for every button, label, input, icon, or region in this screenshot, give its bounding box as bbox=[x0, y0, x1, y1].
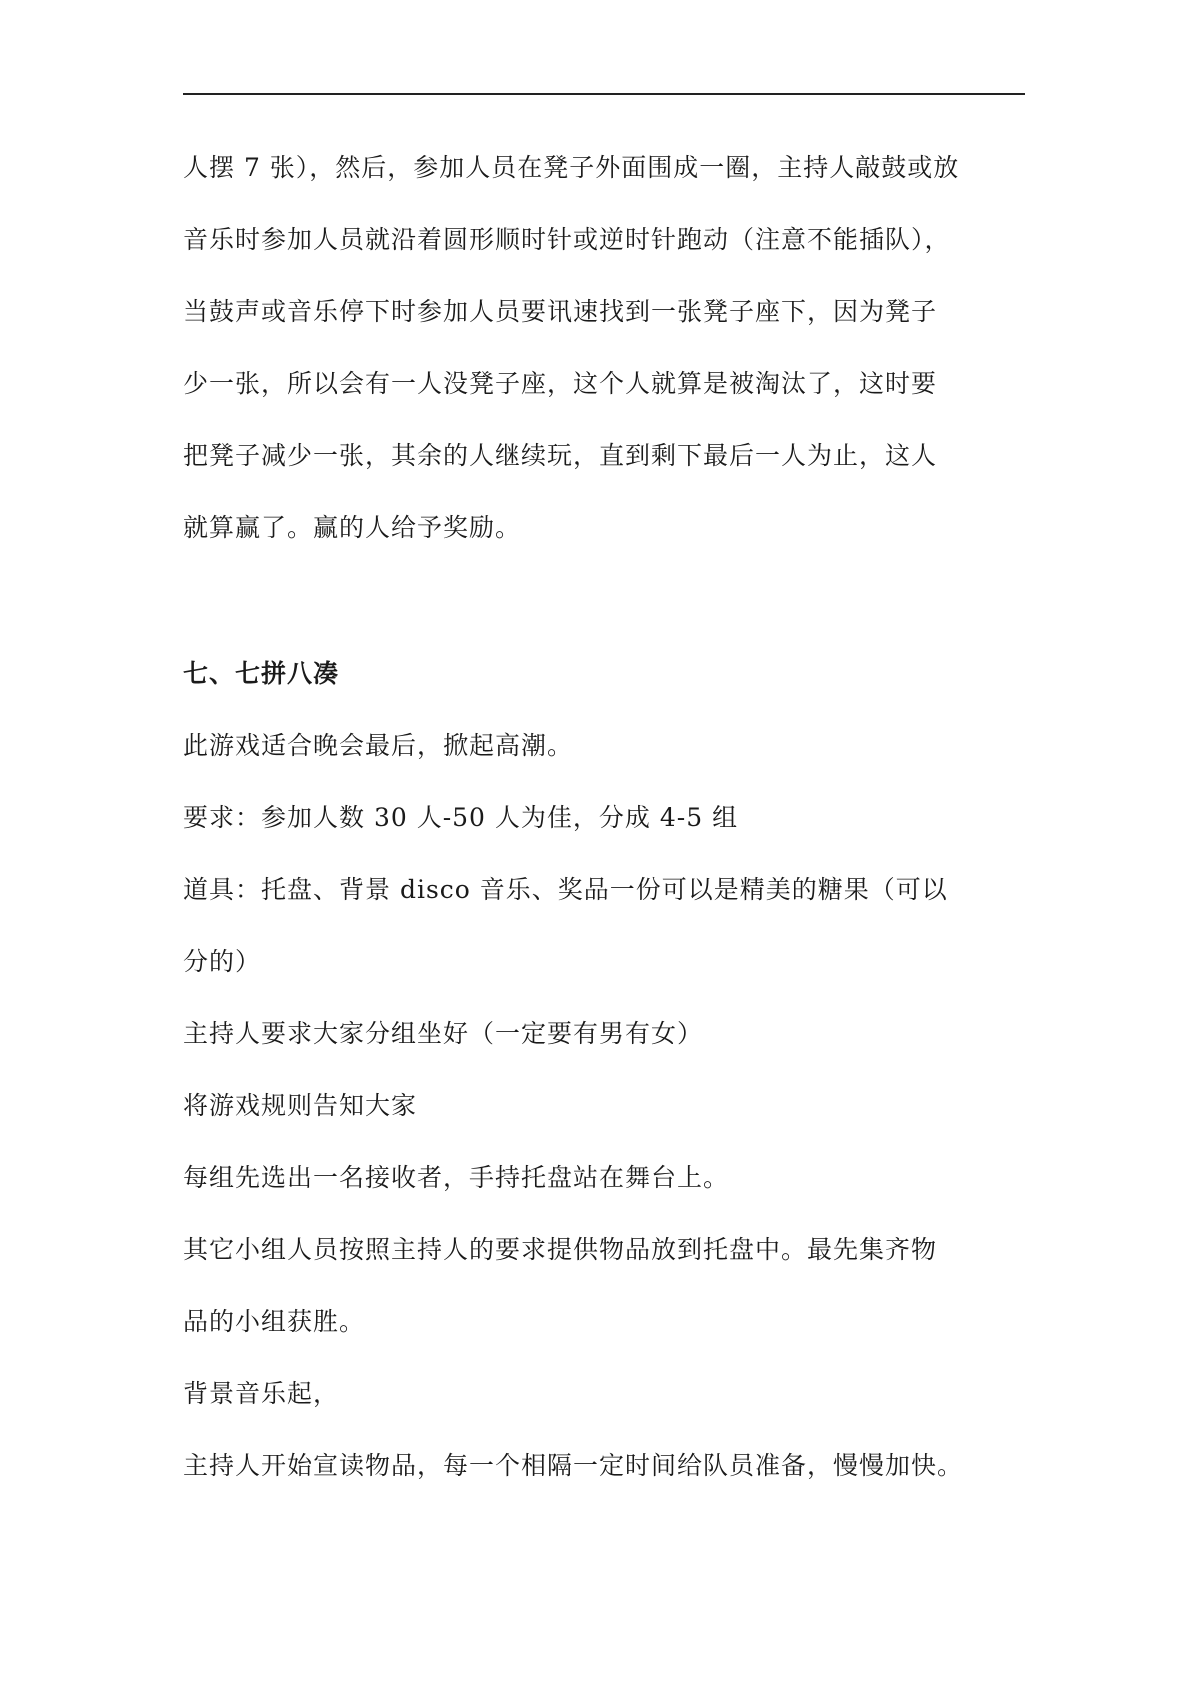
paragraph-line: 人摆 7 张），然后，参加人员在凳子外面围成一圈，主持人敲鼓或放 bbox=[183, 153, 960, 182]
paragraph-line: 道具：托盘、背景 disco 音乐、奖品一份可以是精美的糖果（可以 bbox=[183, 875, 948, 904]
paragraph-line: 要求：参加人数 30 人-50 人为佳，分成 4-5 组 bbox=[183, 803, 739, 832]
paragraph-line: 此游戏适合晚会最后，掀起高潮。 bbox=[183, 731, 574, 760]
header-rule bbox=[183, 93, 1025, 95]
paragraph-line: 将游戏规则告知大家 bbox=[183, 1091, 418, 1120]
paragraph-line: 当鼓声或音乐停下时参加人员要讯速找到一张凳子座下，因为凳子 bbox=[183, 297, 938, 326]
paragraph-line: 音乐时参加人员就沿着圆形顺时针或逆时针跑动（注意不能插队）， bbox=[183, 225, 951, 254]
paragraph-line: 其它小组人员按照主持人的要求提供物品放到托盘中。最先集齐物 bbox=[183, 1235, 938, 1264]
paragraph-line: 背景音乐起， bbox=[183, 1379, 340, 1408]
paragraph-line: 分的） bbox=[183, 947, 262, 976]
paragraph-line: 品的小组获胜。 bbox=[183, 1307, 366, 1336]
paragraph-line: 就算赢了。赢的人给予奖励。 bbox=[183, 513, 522, 542]
paragraph-line: 把凳子减少一张，其余的人继续玩，直到剩下最后一人为止，这人 bbox=[183, 441, 938, 470]
paragraph-line: 每组先选出一名接收者，手持托盘站在舞台上。 bbox=[183, 1163, 730, 1192]
paragraph-line: 少一张，所以会有一人没凳子座，这个人就算是被淘汰了，这时要 bbox=[183, 369, 938, 398]
paragraph-line: 主持人开始宣读物品，每一个相隔一定时间给队员准备，慢慢加快。 bbox=[183, 1451, 964, 1480]
paragraph-line: 主持人要求大家分组坐好（一定要有男有女） bbox=[183, 1019, 704, 1048]
section-heading: 七、七拼八凑 bbox=[183, 659, 340, 688]
